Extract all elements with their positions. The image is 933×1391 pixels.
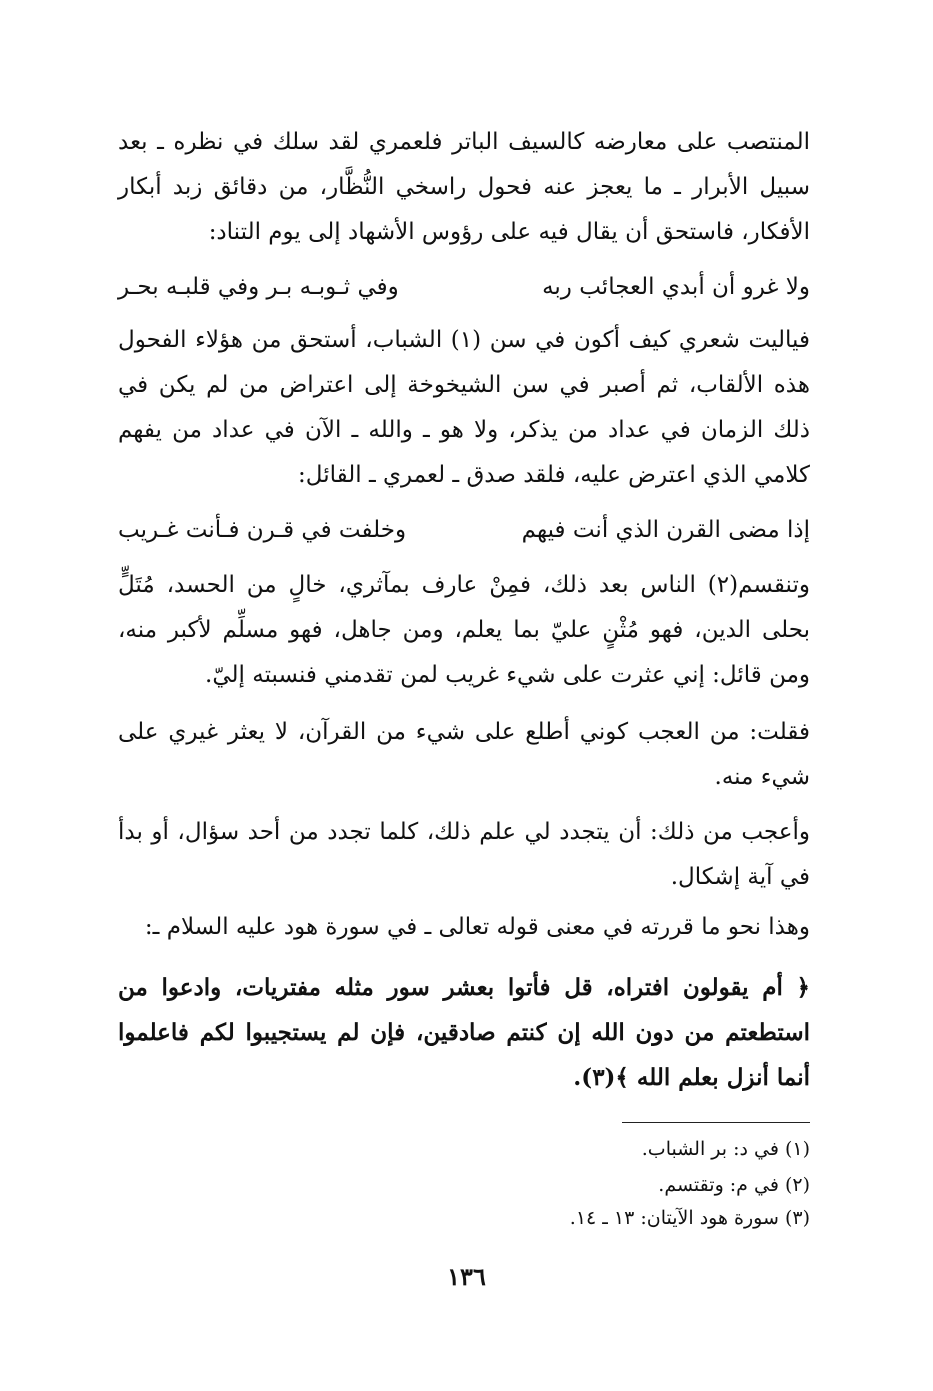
footnote-1: (١) في د: بر الشباب. xyxy=(641,1138,810,1160)
verse-line-1 xyxy=(118,265,810,310)
paragraph-surah-hud-intro: وهذا نحو ما قررته في معنى قوله تعالى ـ في سورة هود عليه السلام ـ: xyxy=(144,914,810,940)
verse-2-first-hemistich: إذا مضى القرن الذي أنت فيهم xyxy=(521,517,810,543)
quran-quote: ﴿ أم يقولون افتراه، قل فأتوا بعشر سور مثله مفتريات، وادعوا من استطعتم من دون الله إن كنتم صادقين، فإن لم يستجيبوا لكم فاعلموا أنما أنزل بعلم الله ﴾(٣). xyxy=(118,974,810,1091)
page-number: ١٣٦ xyxy=(447,1262,486,1291)
footnote-2: (٢) في م: وتقتسم. xyxy=(658,1174,810,1196)
paragraph-wonder: فقلت: من العجب كوني أطلع على شيء من القرآن، لا يعثر غيري على شيء منه. xyxy=(118,719,810,790)
paragraph-opening: المنتصب على معارضه كالسيف الباتر فلعمري لقد سلك في نظره ـ بعد سبيل الأبرار ـ ما يعجز عنه فحول راسخي النُّظَّار، من دقائق زبد أبكار الأفكار، فاستحق أن يقال فيه على رؤوس الأشهاد إلى يوم التناد: xyxy=(118,129,810,245)
paragraph-more-wonder: وأعجب من ذلك: أن يتجدد لي علم ذلك، كلما تجدد من أحد سؤال، أو بدأ في آية إشكال. xyxy=(118,819,810,890)
footnote-divider xyxy=(622,1122,810,1123)
verse-1-second-hemistich: وفي ثـوبـه بـر وفي قلبـه بحـر xyxy=(118,274,399,300)
verse-line-2 xyxy=(118,508,810,553)
footnote-3: (٣) سورة هود الآيتان: ١٣ ـ ١٤. xyxy=(569,1207,810,1229)
verse-1-first-hemistich: ولا غرو أن أبدي العجائب ربه xyxy=(542,274,810,300)
paragraph-people-divide: وتنقسم(٢) الناس بعد ذلك، فمِنْ عارف بمآثري، خالٍ من الحسد، مُتَلٍّ بحلى الدين، فهو مُثْنٍ عليّ بما يعلم، ومن جاهل، فهو مسلِّم لأكبر منه، ومن قائل: إني عثرت على شيء غريب لمن تقدمني فنسبته إليّ. xyxy=(118,572,810,688)
paragraph-poetry-commentary: فياليت شعري كيف أكون في سن (١) الشباب، أستحق من هؤلاء الفحول هذه الألقاب، ثم أصبر في سن الشيخوخة إلى اعتراض من لم يكن في ذلك الزمان في عداد من يذكر، ولا هو ـ والله ـ الآن في عداد من يفهم كلامي الذي اعترض عليه، فلقد صدق ـ لعمري ـ القائل: xyxy=(118,327,810,488)
verse-2-second-hemistich: وخلفت في قـرن فـأنت غـريب xyxy=(118,517,407,543)
